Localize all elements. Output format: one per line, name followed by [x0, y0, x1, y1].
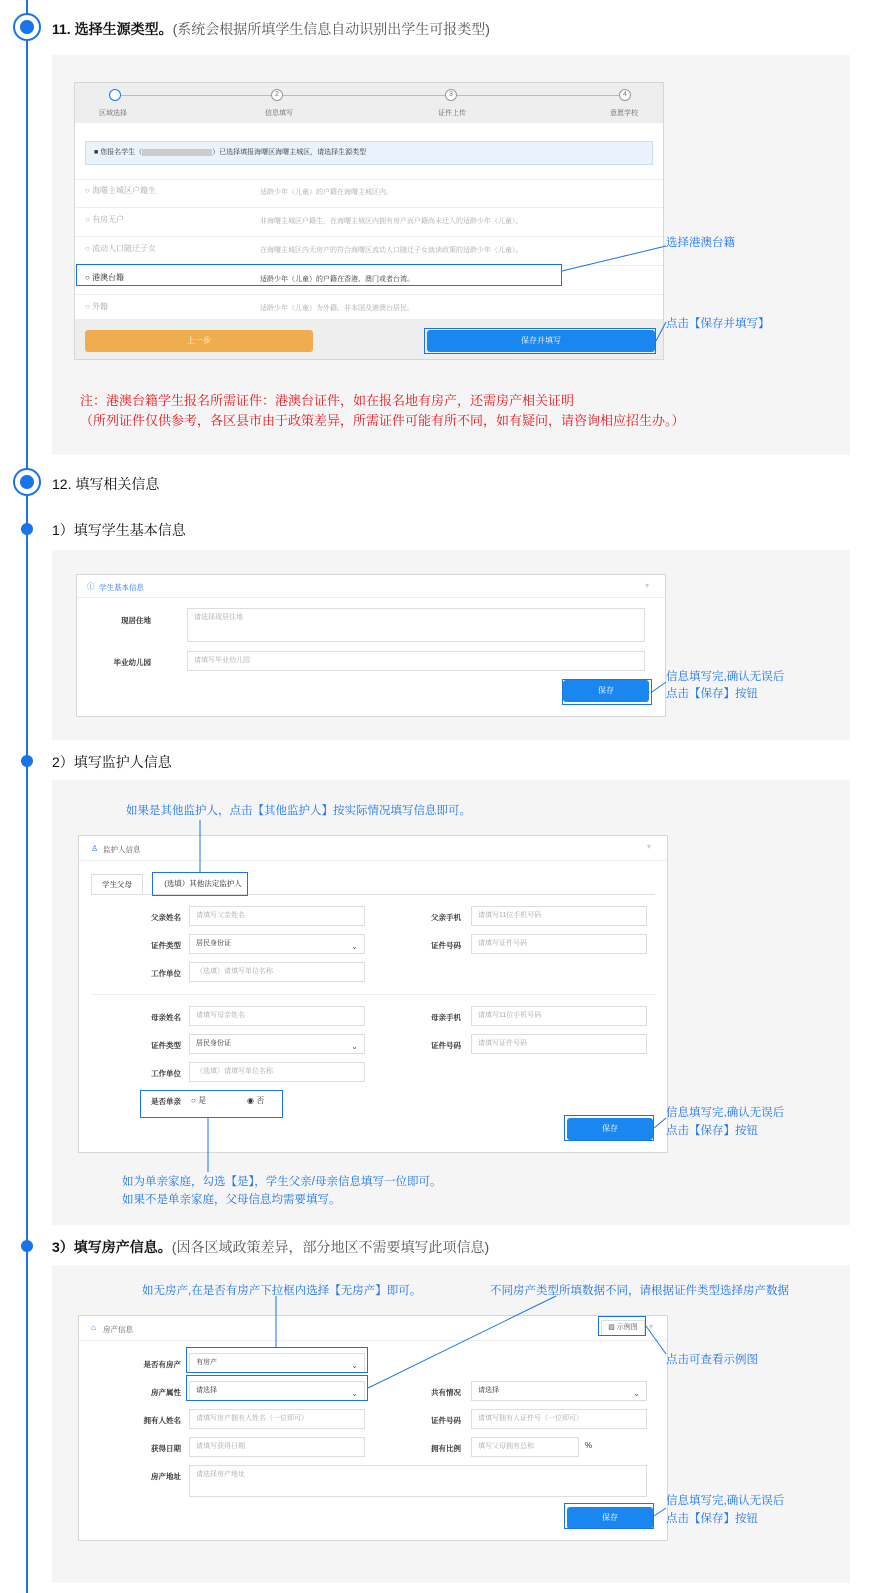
- option-desc: 非海曙主城区户籍生，在海曙主城区内拥有房产而户籍尚未迁入的适龄少年（儿童）。: [260, 218, 523, 225]
- annotation-example: 点击可查看示例图: [666, 1354, 758, 1366]
- annotation-single-parent: 如为单亲家庭，勾选【是】，学生父亲/母亲信息填写一位即可。: [122, 1176, 442, 1188]
- option-desc: 适龄少年（儿童）的户籍在香港、澳门或者台湾。: [260, 276, 414, 283]
- required-docs-disclaimer: （所列证件仅供参考，各区县市由于政策差异，所需证件可能有所不同，如有疑问，请咨询相应招生办。）: [80, 413, 685, 428]
- save-button[interactable]: 保存: [567, 1118, 653, 1140]
- percent-unit: %: [585, 1441, 593, 1450]
- mother-work-input[interactable]: （选填）请填写单位名称: [189, 1062, 365, 1082]
- highlight-box: [424, 328, 656, 354]
- option-radio[interactable]: ○ 有房无户: [85, 215, 125, 224]
- annotation-property-type: 不同房产类型所填数据不同，请根据证件类型选择房产数据: [490, 1285, 789, 1297]
- image-icon: ▨: [608, 1324, 615, 1331]
- step-12-title: 12. 填写相关信息: [52, 476, 160, 492]
- option-radio-hk-macau-taiwan[interactable]: ○ 港澳台籍: [85, 273, 125, 282]
- cert-no-input[interactable]: 请填写拥有人证件号（一位即可）: [471, 1409, 647, 1429]
- highlight-box: [186, 1375, 368, 1401]
- chevron-down-icon: ⌄: [351, 942, 358, 951]
- field-label: 是否有房产: [143, 1360, 181, 1369]
- substep-2-panel: [52, 780, 850, 1225]
- annotation-click-save: 点击【保存并填写】: [666, 318, 770, 330]
- highlight-box: [598, 1316, 646, 1336]
- field-label: 是否单亲: [151, 1097, 181, 1106]
- option-radio[interactable]: ○ 流动人口随迁子女: [85, 244, 157, 253]
- info-icon: ⓘ: [87, 582, 95, 591]
- progress-step-2-icon: 2: [271, 89, 283, 101]
- highlight-box: [564, 1115, 654, 1141]
- annotation-two-parents: 如果不是单亲家庭，父母信息均需要填写。: [122, 1194, 341, 1206]
- single-parent-no-radio[interactable]: ◉ 否: [247, 1096, 265, 1105]
- share-status-select[interactable]: 请选择 ⌄: [471, 1381, 647, 1401]
- father-work-input[interactable]: （选填）请填写单位名称: [189, 962, 365, 982]
- notice-banner: ■ 您报名学生（ ）已选择填报海曙区海曙主城区，请选择生源类型: [85, 141, 653, 165]
- annotation-select-hk: 选择港澳台籍: [666, 237, 735, 249]
- chevron-down-icon: ⌄: [633, 1389, 640, 1398]
- field-label: 拥有比例: [431, 1444, 461, 1453]
- option-desc: 适龄少年（儿童）的户籍在海曙主城区内。: [260, 189, 393, 196]
- field-label: 父亲手机: [431, 913, 461, 922]
- blurred-student-name: [142, 149, 212, 156]
- annotation-other-guardian: 如果是其他监护人，点击【其他监护人】按实际情况填写信息即可。: [126, 805, 471, 817]
- mother-idno-input[interactable]: 请填写证件号码: [471, 1034, 647, 1054]
- highlight-box: [564, 1503, 654, 1529]
- single-parent-yes-radio[interactable]: ○ 是: [191, 1096, 207, 1105]
- highlight-box: [186, 1347, 368, 1373]
- progress-label: 区域选择: [99, 110, 127, 117]
- house-icon: ⌂: [91, 1323, 96, 1332]
- tab-other-guardian[interactable]: (选填）其他法定监护人: [164, 879, 242, 888]
- field-label: 工作单位: [151, 969, 181, 978]
- field-label: 现居住地: [121, 616, 151, 625]
- highlight-box: [562, 679, 652, 705]
- option-desc: 在海曙主城区内无房产的符合海曙区流动人口随迁子女就读政策的适龄少年（儿童）。: [260, 247, 523, 254]
- father-idtype-select[interactable]: 居民身份证 ⌄: [189, 934, 365, 954]
- timeline-step-marker: [13, 13, 41, 41]
- field-label: 证件号码: [431, 1416, 461, 1425]
- option-desc: 适龄少年（儿童）为外籍、非本国及港澳台居民。: [260, 305, 414, 312]
- option-radio[interactable]: ○ 外籍: [85, 302, 109, 311]
- save-button[interactable]: 保存: [567, 1507, 653, 1529]
- field-label: 母亲姓名: [151, 1013, 181, 1022]
- residence-input[interactable]: 请选择现居住地: [187, 608, 645, 642]
- property-attr-select[interactable]: 请选择 ⌄: [189, 1381, 365, 1401]
- field-label: 证件类型: [151, 1041, 181, 1050]
- substep-2-title: 2）填写监护人信息: [52, 754, 172, 770]
- mother-idtype-select[interactable]: 居民身份证 ⌄: [189, 1034, 365, 1054]
- example-image-button[interactable]: ▨ 示例图: [601, 1320, 645, 1336]
- ownership-ratio-input[interactable]: 填写父母拥有总和: [471, 1437, 579, 1457]
- timeline-substep-marker: [21, 523, 33, 535]
- property-address-input[interactable]: 请选择房产地址: [189, 1465, 647, 1497]
- father-phone-input[interactable]: 请填写11位手机号码: [471, 906, 647, 926]
- timeline-line: [26, 0, 28, 1593]
- collapse-chevron-icon[interactable]: ▾: [649, 1322, 654, 1331]
- substep-3-panel: [52, 1265, 850, 1583]
- annotation-line: 信息填写完,确认无误后: [666, 1107, 785, 1119]
- panel-title: 学生基本信息: [99, 583, 144, 592]
- annotation-line: 点击【保存】按钮: [666, 688, 758, 700]
- progress-label: 信息填写: [265, 110, 293, 117]
- progress-bar: [75, 83, 663, 123]
- chevron-down-icon: ⌄: [351, 1361, 358, 1370]
- source-type-screenshot: [74, 82, 664, 360]
- timeline-substep-marker: [21, 1240, 33, 1252]
- acquire-date-input[interactable]: 请填写获得日期: [189, 1437, 365, 1457]
- progress-step-1-icon: [109, 89, 121, 101]
- annotation-no-property: 如无房产,在是否有房产下拉框内选择【无房产】即可。: [142, 1285, 422, 1297]
- field-label: 共有情况: [431, 1388, 461, 1397]
- timeline-substep-marker: [21, 755, 33, 767]
- person-icon: ♙: [91, 844, 99, 853]
- option-radio[interactable]: ○ 海曙主城区户籍生: [85, 186, 157, 195]
- timeline-step-marker: [13, 468, 41, 496]
- save-and-fill-button[interactable]: 保存并填写: [427, 330, 655, 352]
- field-label: 工作单位: [151, 1069, 181, 1078]
- highlight-box: [140, 1090, 283, 1118]
- field-label: 母亲手机: [431, 1013, 461, 1022]
- field-label: 房产地址: [151, 1472, 181, 1481]
- annotation-line: 点击【保存】按钮: [666, 1513, 758, 1525]
- field-label: 房产属性: [151, 1388, 181, 1397]
- save-button[interactable]: 保存: [563, 680, 649, 702]
- substep-1-title: 1）填写学生基本信息: [52, 522, 186, 538]
- progress-step-4-icon: 4: [619, 89, 631, 101]
- mother-phone-input[interactable]: 请填写11位手机号码: [471, 1006, 647, 1026]
- progress-label: 证件上传: [438, 110, 466, 117]
- father-idno-input[interactable]: 请填写证件号码: [471, 934, 647, 954]
- substep-3-title: 3）填写房产信息。(因各区域政策差异，部分地区不需要填写此项信息): [52, 1239, 490, 1255]
- collapse-chevron-icon[interactable]: ▾: [645, 581, 650, 590]
- owner-name-input[interactable]: 请填写房产拥有人姓名（一位即可）: [189, 1409, 365, 1429]
- required-docs-note: 注：港澳台籍学生报名所需证件：港澳台证件，如在报名地有房产，还需房产相关证明: [80, 393, 575, 408]
- tab-parents[interactable]: 学生父母: [91, 874, 143, 894]
- step-11-panel: [52, 55, 850, 455]
- field-label: 毕业幼儿园: [113, 658, 151, 667]
- has-property-select[interactable]: 有房产 ⌄: [189, 1353, 365, 1373]
- field-label: 证件号码: [431, 941, 461, 950]
- kindergarten-input[interactable]: 请填写毕业幼儿园: [187, 651, 645, 671]
- highlight-box: [152, 872, 248, 896]
- progress-step-3-icon: 3: [445, 89, 457, 101]
- highlight-box: [76, 264, 562, 286]
- collapse-chevron-icon[interactable]: ▾: [647, 842, 652, 851]
- prev-step-button[interactable]: 上一步: [85, 330, 313, 352]
- chevron-down-icon: ⌄: [351, 1042, 358, 1051]
- substep-1-panel: [52, 550, 850, 740]
- field-label: 证件类型: [151, 941, 181, 950]
- father-name-input[interactable]: 请填写父亲姓名: [189, 906, 365, 926]
- field-label: 证件号码: [431, 1041, 461, 1050]
- chevron-down-icon: ⌄: [351, 1389, 358, 1398]
- annotation-line: 信息填写完,确认无误后: [666, 671, 785, 683]
- mother-name-input[interactable]: 请填写母亲姓名: [189, 1006, 365, 1026]
- bullet-icon: ■: [94, 149, 101, 156]
- step-11-title: 11. 选择生源类型。(系统会根据所填学生信息自动识别出学生可报类型): [52, 21, 490, 37]
- panel-title: 房产信息: [103, 1325, 133, 1334]
- panel-title: 监护人信息: [103, 845, 141, 854]
- field-label: 拥有人姓名: [143, 1416, 181, 1425]
- annotation-line: 信息填写完,确认无误后: [666, 1495, 785, 1507]
- annotation-line: 点击【保存】按钮: [666, 1125, 758, 1137]
- field-label: 获得日期: [151, 1444, 181, 1453]
- progress-label: 意愿学校: [610, 110, 638, 117]
- field-label: 父亲姓名: [151, 913, 181, 922]
